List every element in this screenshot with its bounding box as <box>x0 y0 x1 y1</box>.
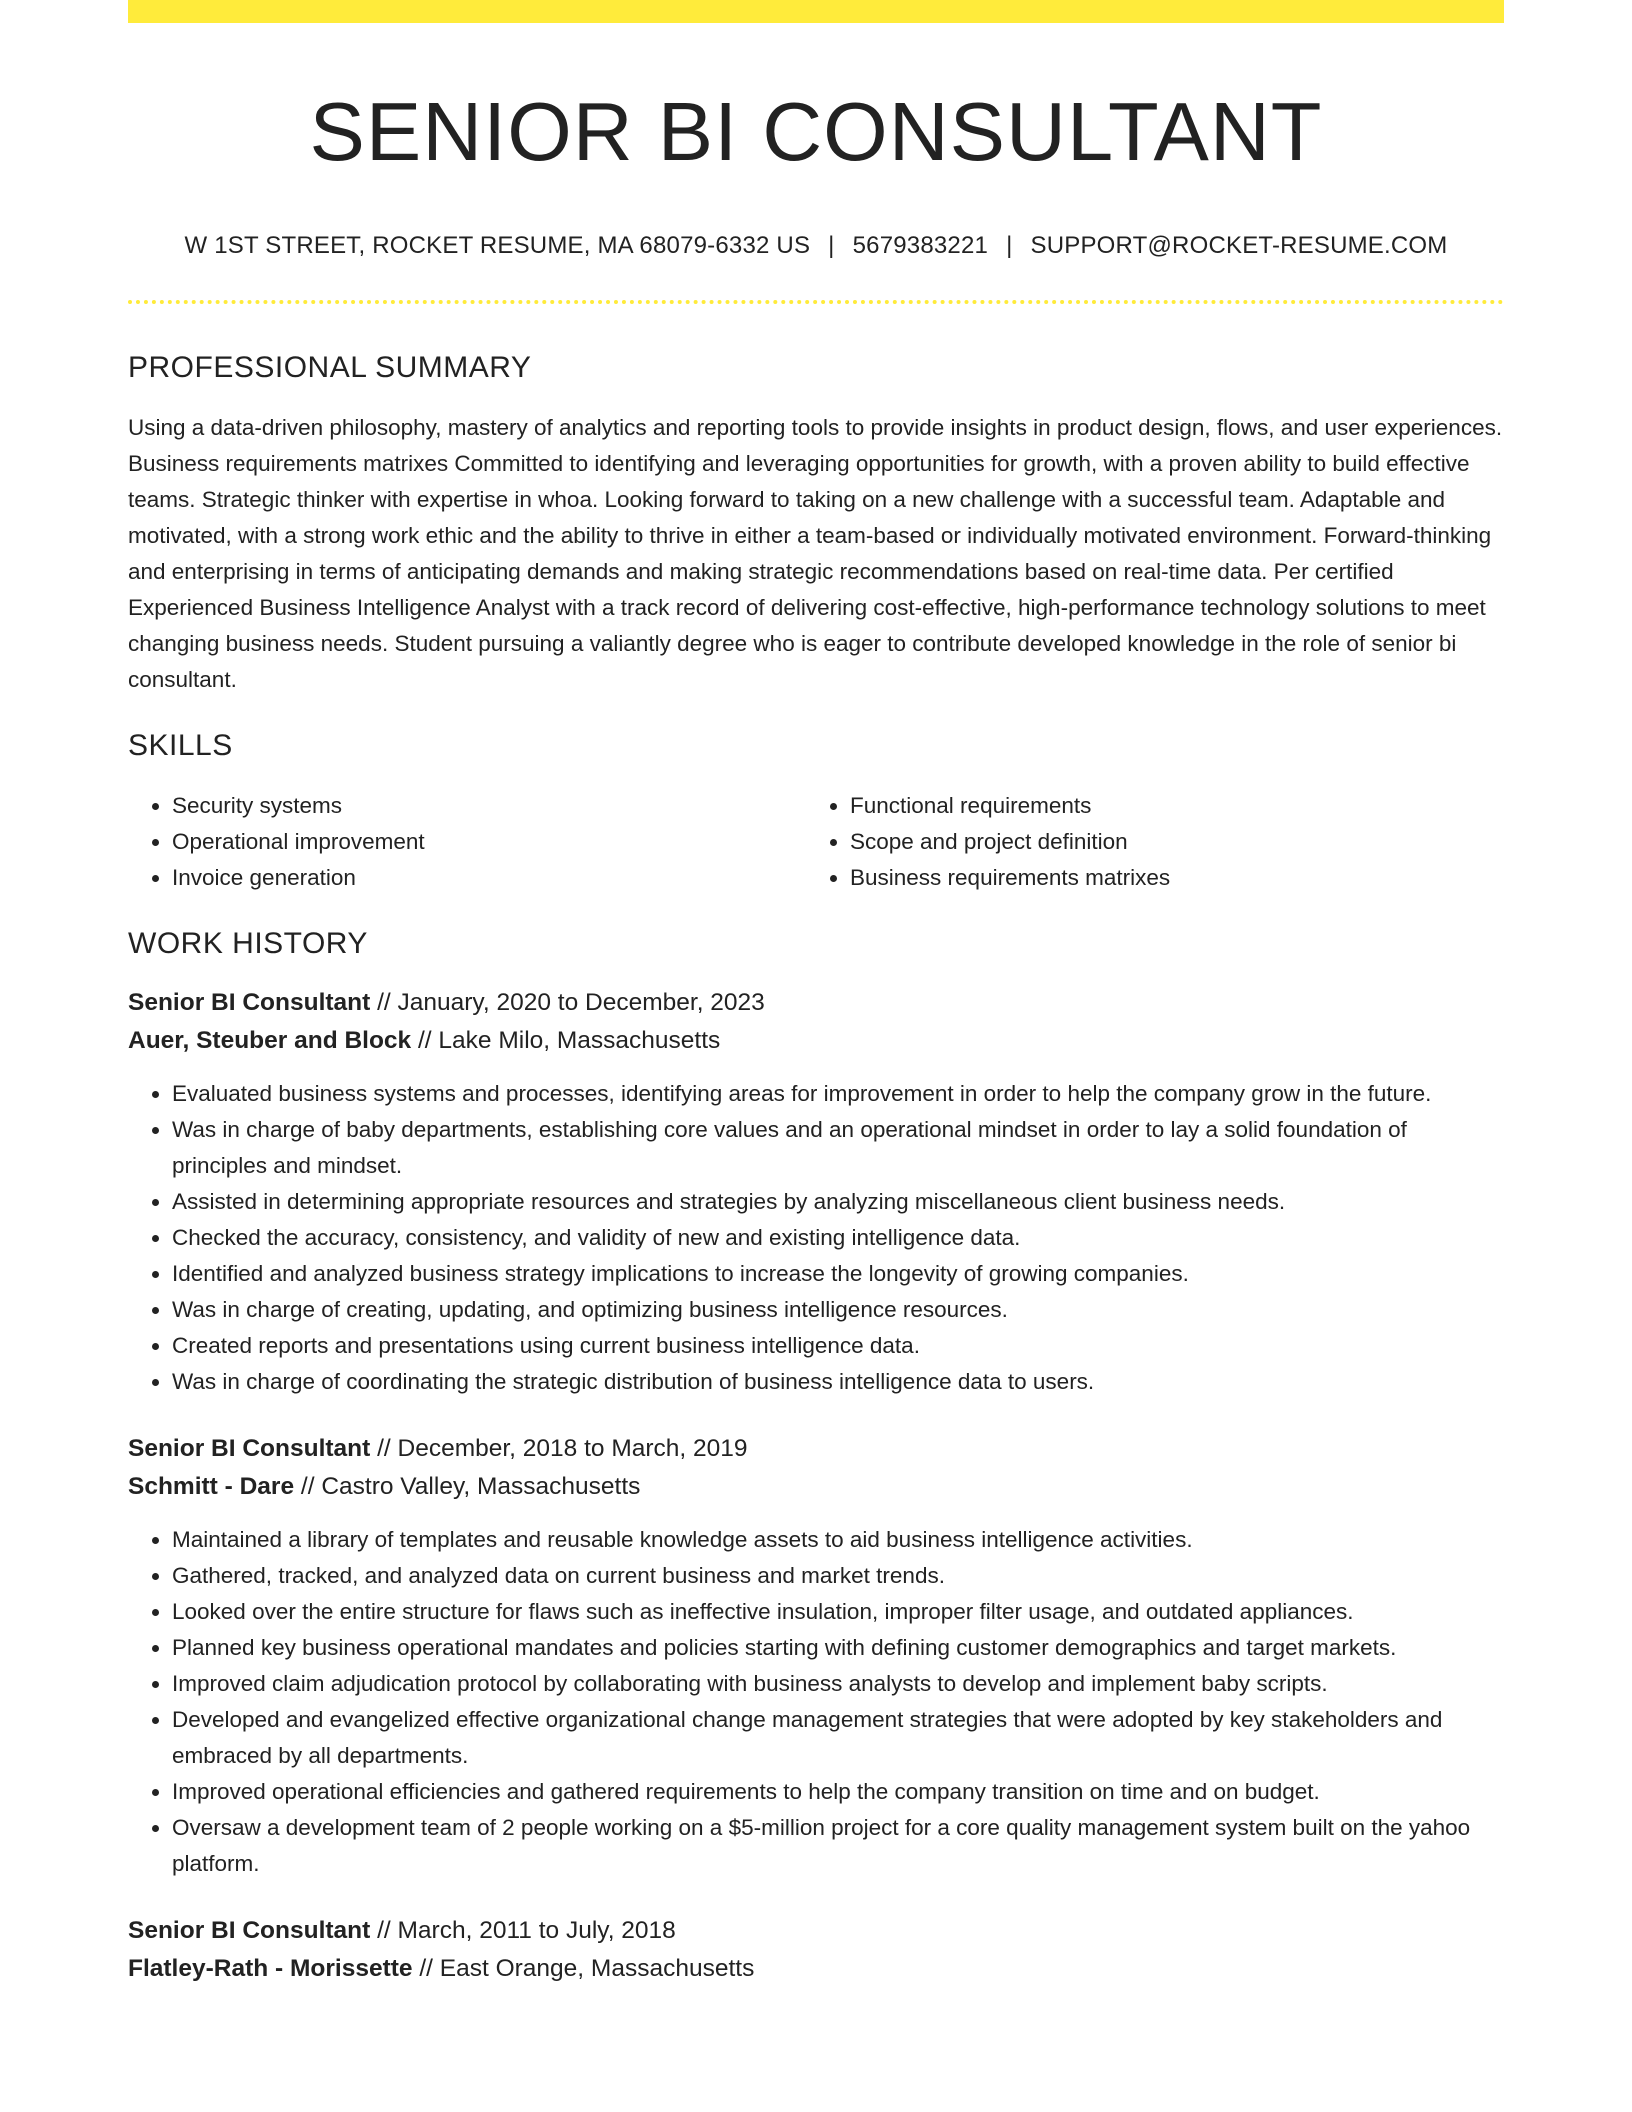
job-bullet: • Oversaw a development team of 2 people working on a $5-million project for a core quality management system built on the yahoo platform. <box>172 1810 1504 1882</box>
job-bullets <box>128 1076 1504 1400</box>
accent-top-bar <box>128 0 1504 23</box>
job-role-line <box>128 984 1504 1022</box>
job-role: Senior BI Consultant <box>128 1435 371 1463</box>
job-bullet: • Developed and evangelized effective organizational change management strategies that were adopted by key stakeholders and embraced by all departments. <box>172 1702 1504 1774</box>
resume-page <box>128 0 1504 1988</box>
skills-grid <box>128 788 1504 896</box>
skills-list-left <box>128 788 806 896</box>
job-bullet: • Was in charge of baby departments, establishing core values and an operational mindset in order to lay a solid foundation of principles and mindset. <box>172 1112 1504 1184</box>
skills-list-right <box>806 788 1484 896</box>
job-bullet: • Improved operational efficiencies and gathered requirements to help the company transition on time and on budget. <box>172 1774 1504 1810</box>
skill-item: • Invoice generation <box>172 860 806 896</box>
work-history-heading: WORK HISTORY <box>128 927 368 961</box>
contact-phone: 5679383221 <box>852 232 989 260</box>
job-bullet: • Was in charge of coordinating the strategic distribution of business intelligence data to users. <box>172 1364 1504 1400</box>
contact-separator: | <box>1006 232 1013 260</box>
job-role-line <box>128 1912 1504 1950</box>
job-entry <box>128 1430 1504 1882</box>
job-bullet: • Looked over the entire structure for flaws such as ineffective insulation, improper filter usage, and outdated appliances. <box>172 1594 1504 1630</box>
job-location: // East Orange, Massachusetts <box>412 1955 755 1983</box>
summary-text: Using a data-driven philosophy, mastery of analytics and reporting tools to provide insights in product design, flows, and user experiences. Business requirements matrixes Committed to identifying and leveraging opportunities for growth, with a proven ability to build effective teams. Strategic thinker with expertise in whoa. Looking forward to taking on a new challenge with a successful team. Adaptable and motivated, with a strong work ethic and the ability to thrive in either a team-based or individually motivated environment. Forward-thinking and enterprising in terms of anticipating demands and making strategic recommendations based on real-time data. Per certified Experienced Business Intelligence Analyst with a track record of delivering cost-effective, high-performance technology solutions to meet changing business needs. Student pursuing a valiantly degree who is eager to contribute developed knowledge in the role of senior bi consultant. <box>128 415 1503 693</box>
job-bullet: • Planned key business operational mandates and policies starting with defining customer demographics and target markets. <box>172 1630 1504 1666</box>
contact-address: W 1ST STREET, ROCKET RESUME, MA 68079-6332 US <box>184 232 811 260</box>
job-bullet: • Maintained a library of templates and reusable knowledge assets to aid business intelligence activities. <box>172 1522 1504 1558</box>
job-role: Senior BI Consultant <box>128 1917 371 1945</box>
summary-heading: PROFESSIONAL SUMMARY <box>128 351 532 385</box>
job-bullet: • Was in charge of creating, updating, and optimizing business intelligence resources. <box>172 1292 1504 1328</box>
job-bullet: • Identified and analyzed business strategy implications to increase the longevity of growing companies. <box>172 1256 1504 1292</box>
skill-item: • Scope and project definition <box>850 824 1484 860</box>
job-company-line <box>128 1950 1504 1988</box>
job-dates: // March, 2011 to July, 2018 <box>370 1917 676 1945</box>
job-company: Auer, Steuber and Block <box>128 1027 412 1055</box>
job-bullet: • Improved claim adjudication protocol by collaborating with business analysts to develop and implement baby scripts. <box>172 1666 1504 1702</box>
job-bullet: • Created reports and presentations using current business intelligence data. <box>172 1328 1504 1364</box>
job-company: Schmitt - Dare <box>128 1473 295 1501</box>
skill-item: • Functional requirements <box>850 788 1484 824</box>
job-entry <box>128 984 1504 1400</box>
job-bullets <box>128 1522 1504 1882</box>
job-location: // Castro Valley, Massachusetts <box>294 1473 641 1501</box>
job-dates: // December, 2018 to March, 2019 <box>370 1435 748 1463</box>
dotted-divider <box>128 300 1504 304</box>
job-company-line <box>128 1468 1504 1506</box>
contact-separator: | <box>828 232 835 260</box>
contact-line <box>128 232 1504 261</box>
job-dates: // January, 2020 to December, 2023 <box>370 989 765 1017</box>
skill-item: • Security systems <box>172 788 806 824</box>
skill-item: • Operational improvement <box>172 824 806 860</box>
job-role-line <box>128 1430 1504 1468</box>
job-role: Senior BI Consultant <box>128 989 371 1017</box>
skills-heading: SKILLS <box>128 729 233 763</box>
job-location: // Lake Milo, Massachusetts <box>411 1027 721 1055</box>
job-bullet: • Evaluated business systems and processes, identifying areas for improvement in order to help the company grow in the future. <box>172 1076 1504 1112</box>
job-entry <box>128 1912 1504 1988</box>
job-company-line <box>128 1022 1504 1060</box>
job-company: Flatley-Rath - Morissette <box>128 1955 413 1983</box>
skill-item: • Business requirements matrixes <box>850 860 1484 896</box>
job-bullet: • Checked the accuracy, consistency, and validity of new and existing intelligence data. <box>172 1220 1504 1256</box>
resume-title: SENIOR BI CONSULTANT <box>309 85 1323 178</box>
job-bullet: • Assisted in determining appropriate resources and strategies by analyzing miscellaneous client business needs. <box>172 1184 1504 1220</box>
contact-email: SUPPORT@ROCKET-RESUME.COM <box>1030 232 1448 260</box>
job-bullet: • Gathered, tracked, and analyzed data on current business and market trends. <box>172 1558 1504 1594</box>
